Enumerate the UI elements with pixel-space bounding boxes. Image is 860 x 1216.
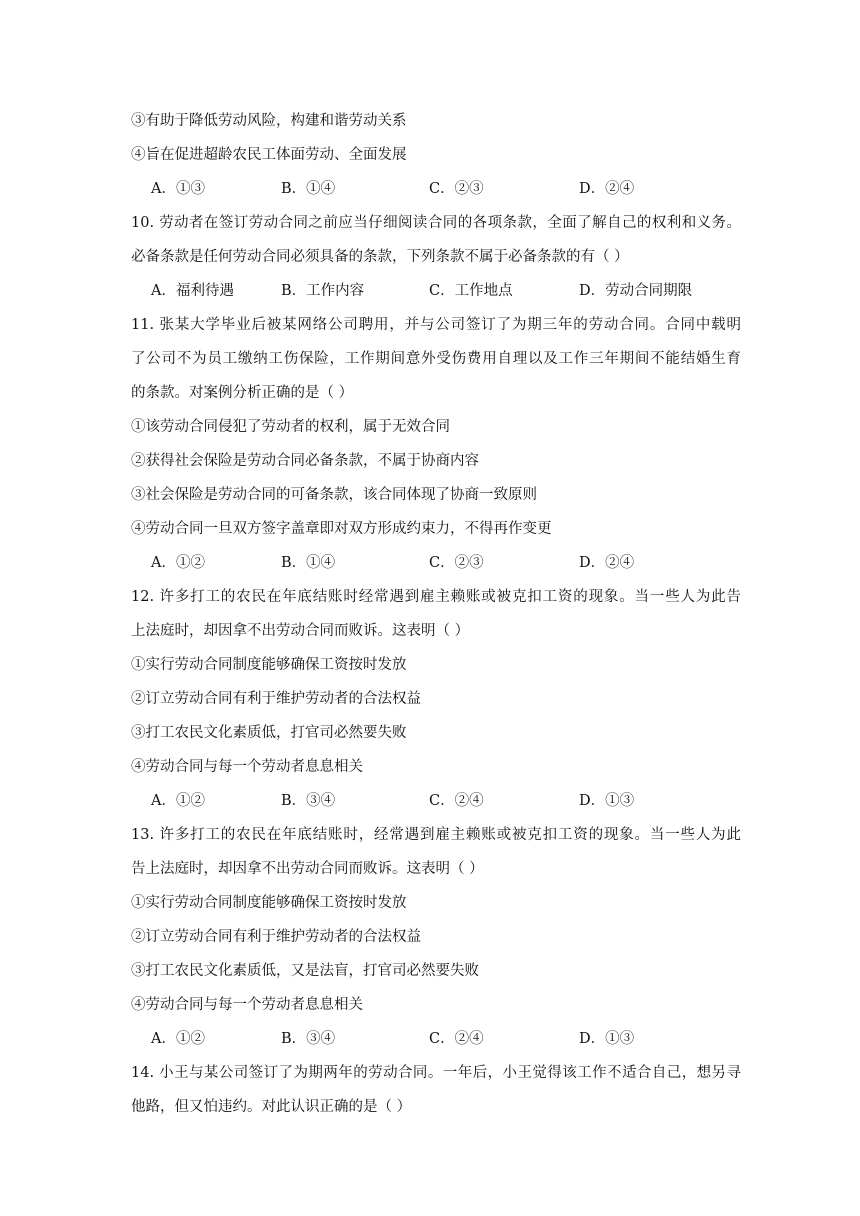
q14-stem-line-2: 他路，但又怕违约。对此认识正确的是（ ）	[131, 1099, 412, 1115]
q13-option-d: D．①③	[579, 1031, 635, 1047]
q12-statement-2: ②订立劳动合同有利于维护劳动者的合法权益	[131, 691, 421, 707]
q12-stem-line-2: 上法庭时，却因拿不出劳动合同而败诉。这表明（ ）	[131, 623, 470, 639]
q9-option-c: C．②③	[429, 181, 484, 197]
q12-statement-4: ④劳动合同与每一个劳动者息息相关	[131, 759, 363, 775]
q11-options	[131, 553, 741, 573]
q11-option-d: D．②④	[579, 555, 635, 571]
q13-option-c: C．②④	[429, 1031, 484, 1047]
q11-option-b: B．①④	[281, 555, 336, 571]
q12-stem-line-1: 12. 许多打工的农民在年底结账时经常遇到雇主赖账或被克扣工资的现象。当一些人为此告	[131, 589, 741, 605]
q11-statement-3: ③社会保险是劳动合同的可备条款，该合同体现了协商一致原则	[131, 487, 537, 503]
q9-option-a: A．①③	[151, 181, 205, 197]
q9-options	[131, 179, 741, 199]
q12-option-c: C．②④	[429, 793, 484, 809]
q10-option-d: D．劳动合同期限	[579, 283, 693, 299]
q10-option-a: A．福利待遇	[151, 283, 234, 299]
q12-option-b: B．③④	[281, 793, 336, 809]
q13-option-b: B．③④	[281, 1031, 336, 1047]
q10-option-b: B．工作内容	[281, 283, 365, 299]
q13-statement-4: ④劳动合同与每一个劳动者息息相关	[131, 997, 363, 1013]
q11-statement-2: ②获得社会保险是劳动合同必备条款，不属于协商内容	[131, 453, 479, 469]
q10-stem-line-2: 必备条款是任何劳动合同必须具备的条款，下列条款不属于必备条款的有（ ）	[131, 249, 629, 265]
q11-option-a: A．①②	[151, 555, 205, 571]
q11-stem-line-3: 的条款。对案例分析正确的是（ ）	[131, 385, 354, 401]
q11-stem-line-2: 了公司不为员工缴纳工伤保险，工作期间意外受伤费用自理以及工作三年期间不能结婚生育	[131, 351, 741, 367]
q12-statement-1: ①实行劳动合同制度能够确保工资按时发放	[131, 657, 407, 673]
q13-stem-line-1: 13. 许多打工的农民在年底结账时，经常遇到雇主赖账或被克扣工资的现象。当一些人为此	[131, 827, 741, 843]
q10-option-c: C．工作地点	[429, 283, 513, 299]
q12-option-d: D．①③	[579, 793, 635, 809]
q12-options	[131, 791, 741, 811]
q13-statement-1: ①实行劳动合同制度能够确保工资按时发放	[131, 895, 407, 911]
q13-option-a: A．①②	[151, 1031, 205, 1047]
q9-statement-3: ③有助于降低劳动风险，构建和谐劳动关系	[131, 113, 407, 129]
q10-options	[131, 281, 741, 301]
q13-options	[131, 1029, 741, 1049]
q14-stem-line-1: 14. 小王与某公司签订了为期两年的劳动合同。一年后，小王觉得该工作不适合自己，想另寻	[131, 1065, 741, 1081]
q11-stem-line-1: 11. 张某大学毕业后被某网络公司聘用，并与公司签订了为期三年的劳动合同。合同中载明	[131, 317, 741, 333]
q9-statement-4: ④旨在促进超龄农民工体面劳动、全面发展	[131, 147, 407, 163]
q10-stem-line-1: 10. 劳动者在签订劳动合同之前应当仔细阅读合同的各项条款，全面了解自己的权利和义务。	[131, 215, 741, 231]
q11-statement-4: ④劳动合同一旦双方签字盖章即对双方形成约束力，不得再作变更	[131, 521, 552, 537]
q13-statement-3: ③打工农民文化素质低，又是法盲，打官司必然要失败	[131, 963, 479, 979]
q9-option-d: D．②④	[579, 181, 635, 197]
q13-stem-line-2: 告上法庭时，却因拿不出劳动合同而败诉。这表明（ ）	[131, 861, 484, 877]
q12-option-a: A．①②	[151, 793, 205, 809]
q9-option-b: B．①④	[281, 181, 336, 197]
q12-statement-3: ③打工农民文化素质低，打官司必然要失败	[131, 725, 407, 741]
q11-statement-1: ①该劳动合同侵犯了劳动者的权利，属于无效合同	[131, 419, 450, 435]
q13-statement-2: ②订立劳动合同有利于维护劳动者的合法权益	[131, 929, 421, 945]
q11-option-c: C．②③	[429, 555, 484, 571]
